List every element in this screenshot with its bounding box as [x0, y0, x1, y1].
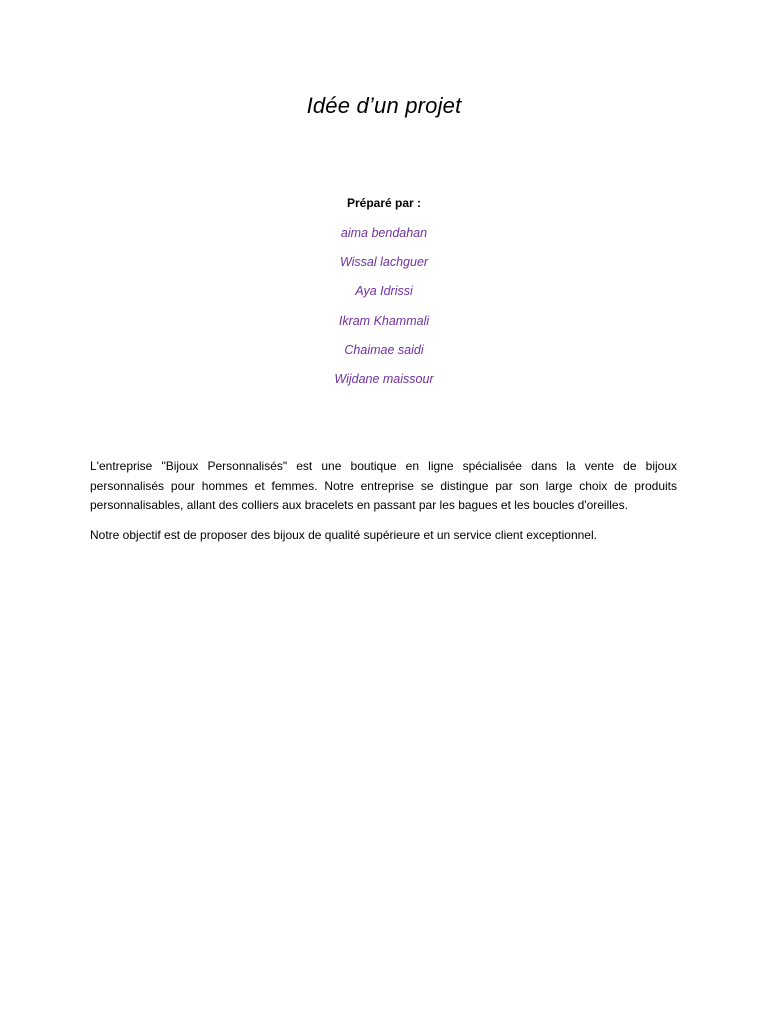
page-title: Idée d’un projet: [306, 93, 462, 118]
author-name: Aya Idrissi: [355, 284, 413, 299]
author-name: Ikram Khammali: [338, 313, 430, 328]
author-name: Wijdane maissour: [334, 371, 434, 386]
author-name: aima bendahan: [340, 226, 428, 240]
prepared-by-label: Préparé par :: [346, 196, 422, 210]
body-text: [90, 457, 677, 555]
author-name: Wissal lachguer: [339, 255, 429, 270]
intro-paragraph: L'entreprise "Bijoux Personnalisés" est une boutique en ligne spécialisée dans la vente de bijoux personnalisés pour hommes et femmes. Notre entreprise se distingue par son large choix de produits personnalisables, allant des colliers aux bracelets en passant par les bagues et les boucles d'oreilles.: [90, 459, 677, 512]
author-name: Chaimae saidi: [344, 342, 424, 357]
objective-paragraph: Notre objectif est de proposer des bijoux de qualité supérieure et un service client exceptionnel.: [90, 527, 597, 542]
author-list: [0, 225, 768, 400]
